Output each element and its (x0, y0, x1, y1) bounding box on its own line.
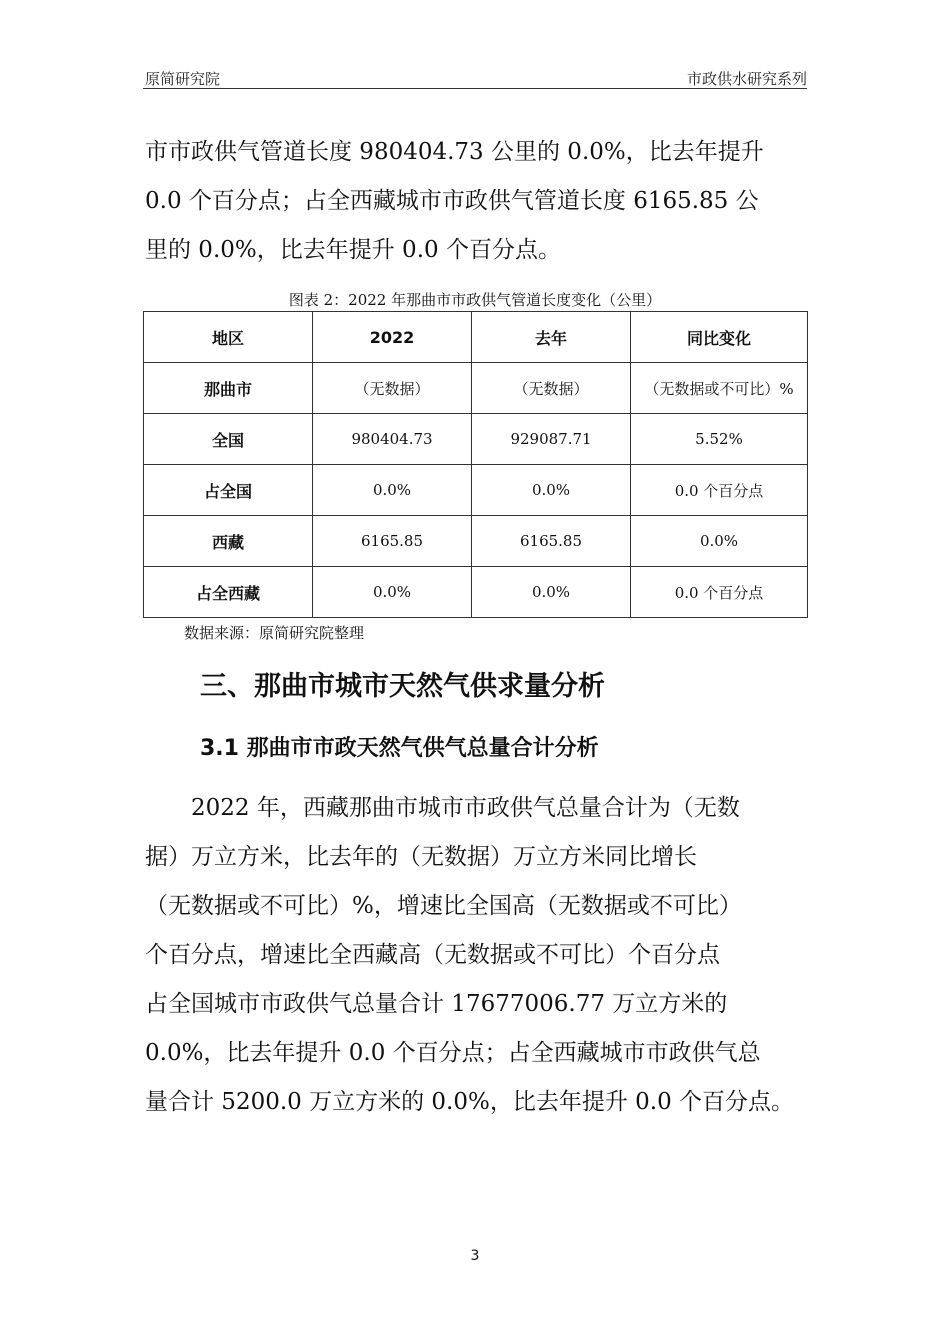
header-right-title: 市政供水研究系列 (686, 70, 807, 88)
intro-line: 市市政供气管道长度 980404.73 公里的 0.0%，比去年提升 (145, 139, 764, 165)
table-row (144, 516, 808, 567)
body-line: 据）万立方米，比去年的（无数据）万立方米同比增长 (145, 844, 697, 870)
body-line: （无数据或不可比）%，增速比全国高（无数据或不可比） (145, 893, 742, 919)
header-divider (143, 88, 807, 89)
header-left-title: 原简研究院 (145, 70, 221, 88)
body-line: 个百分点，增速比全西藏高（无数据或不可比）个百分点 (145, 942, 720, 968)
table-cell: 5.52% (631, 414, 808, 465)
table-cell: 0.0% (631, 516, 808, 567)
table-cell: （无数据） (472, 363, 631, 414)
header-cell: 去年 (472, 312, 631, 363)
header-cell: 2022 (313, 312, 472, 363)
intro-line: 里的 0.0%，比去年提升 0.0 个百分点。 (145, 237, 561, 263)
table-cell: 0.0 个百分点 (631, 465, 808, 516)
body-paragraph (145, 784, 809, 1127)
table-caption: 图表 2：2022 年那曲市市政供气管道长度变化（公里） (288, 291, 662, 309)
body-line: 量合计 5200.0 万立方米的 0.0%，比去年提升 0.0 个百分点。 (145, 1089, 795, 1115)
intro-paragraph (145, 128, 809, 275)
table-source-note: 数据来源：原简研究院整理 (184, 624, 365, 642)
table-cell: 0.0% (313, 465, 472, 516)
table-cell: （无数据或不可比）% (631, 363, 808, 414)
header-cell: 同比变化 (631, 312, 808, 363)
row-label: 占全国 (144, 465, 313, 516)
row-label: 西藏 (144, 516, 313, 567)
table-cell: 929087.71 (472, 414, 631, 465)
row-label: 占全西藏 (144, 567, 313, 618)
body-line: 占全国城市市政供气总量合计 17677006.77 万立方米的 (145, 991, 728, 1017)
table-cell: 0.0 个百分点 (631, 567, 808, 618)
table-cell: 0.0% (313, 567, 472, 618)
subsection-title: 3.1 那曲市市政天然气供气总量合计分析 (200, 736, 599, 761)
section-title: 三、那曲市城市天然气供求量分析 (200, 671, 605, 702)
body-line: 0.0%，比去年提升 0.0 个百分点；占全西藏城市市政供气总 (145, 1040, 761, 1066)
table-row (144, 414, 808, 465)
header-cell: 地区 (144, 312, 313, 363)
table-header-row (144, 312, 808, 363)
table-cell: （无数据） (313, 363, 472, 414)
table-cell: 0.0% (472, 465, 631, 516)
intro-line: 0.0 个百分点；占全西藏城市市政供气管道长度 6165.85 公 (145, 188, 759, 214)
page-number: 3 (470, 1248, 480, 1264)
table-cell: 0.0% (472, 567, 631, 618)
body-line: 2022 年，西藏那曲市城市市政供气总量合计为（无数 (191, 795, 740, 821)
row-label: 那曲市 (144, 363, 313, 414)
table-cell: 6165.85 (472, 516, 631, 567)
table-row (144, 363, 808, 414)
table-cell: 980404.73 (313, 414, 472, 465)
table-row (144, 465, 808, 516)
pipeline-length-table (143, 311, 808, 618)
table-cell: 6165.85 (313, 516, 472, 567)
table-row (144, 567, 808, 618)
row-label: 全国 (144, 414, 313, 465)
